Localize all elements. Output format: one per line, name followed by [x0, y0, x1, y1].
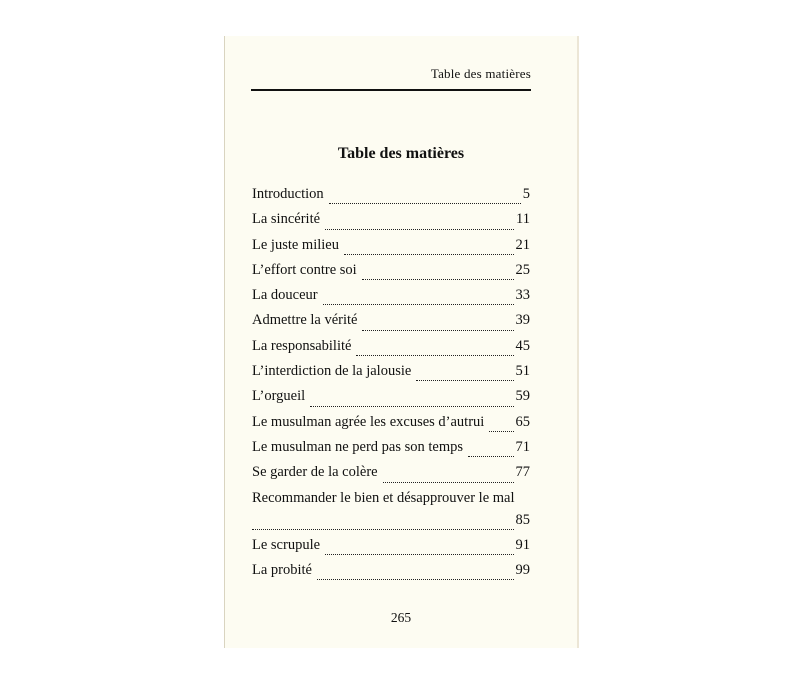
toc-entry-page: 21 [515, 236, 530, 253]
toc-entry-page: 65 [515, 413, 530, 430]
toc-entry-page: 39 [515, 312, 530, 329]
dot-leader [325, 228, 514, 230]
toc-entry-label: Le musulman agrée les excuses d’autrui [252, 413, 485, 430]
toc-entry-page: 77 [515, 464, 530, 481]
toc-entry [252, 388, 530, 413]
dot-leader [356, 354, 513, 356]
toc-entry-label: Le juste milieu [252, 236, 339, 253]
toc-entry [252, 186, 530, 211]
dot-leader [468, 455, 513, 457]
header-rule [251, 89, 531, 91]
toc-entry-label: Le musulman ne perd pas son temps [252, 438, 464, 455]
toc-entry-label: L’orgueil [252, 388, 306, 405]
toc-entry-label: La sincérité [252, 211, 321, 228]
dot-leader [317, 578, 514, 580]
toc-entry-page: 5 [522, 186, 530, 202]
dot-leader [383, 481, 514, 483]
toc-entry [252, 439, 530, 464]
dot-leader [310, 405, 513, 407]
toc-entry-label: Le scrupule [252, 536, 321, 553]
dot-leader [252, 528, 514, 530]
toc-entry-page: 91 [515, 536, 530, 553]
toc-entry [252, 414, 530, 439]
toc-entry [252, 363, 530, 388]
toc-entry-page: 71 [515, 438, 530, 455]
dot-leader [489, 430, 513, 432]
toc-entry-label: Admettre la vérité [252, 312, 358, 329]
toc-entry-page: 33 [515, 287, 530, 304]
toc-entry-page: 85 [515, 511, 530, 528]
toc-entry-label: Recommander le bien et désapprouver le mal [252, 489, 515, 506]
toc-entry-page: 25 [515, 261, 530, 278]
toc-entry-page: 99 [515, 562, 530, 579]
toc-entry-page: 11 [516, 211, 530, 228]
toc-entry-continuation [252, 512, 530, 537]
toc-entry [252, 562, 530, 587]
toc-entry-label: L’interdiction de la jalousie [252, 363, 412, 380]
toc-entry-label: Introduction [252, 186, 324, 202]
toc-entry-label: La douceur [252, 287, 318, 304]
toc-entry [252, 338, 530, 363]
toc-entry [252, 211, 530, 236]
toc-entry-label: L’effort contre soi [252, 261, 357, 278]
toc-entry [252, 537, 530, 562]
toc-entry [252, 490, 530, 512]
dot-leader [329, 202, 521, 204]
toc-entry-label: La responsabilité [252, 337, 352, 354]
toc-entry-page: 45 [515, 337, 530, 354]
dot-leader [344, 253, 514, 255]
book-page [224, 36, 577, 648]
toc-entry-label: Se garder de la colère [252, 464, 378, 481]
dot-leader [325, 553, 513, 555]
dot-leader [362, 329, 513, 331]
dot-leader [416, 379, 513, 381]
toc-entry [252, 237, 530, 262]
table-of-contents [252, 186, 530, 587]
dot-leader [362, 278, 514, 280]
toc-entry-label: La probité [252, 562, 312, 579]
toc-entry-page: 59 [515, 388, 530, 405]
dot-leader [323, 303, 514, 305]
toc-entry-page: 51 [515, 363, 530, 380]
page-title: Table des matières [337, 145, 465, 162]
toc-entry [252, 262, 530, 287]
page-number: 265 [390, 610, 412, 625]
toc-entry [252, 312, 530, 337]
running-head: Table des matières [430, 66, 531, 81]
toc-entry [252, 287, 530, 312]
toc-entry [252, 464, 530, 489]
